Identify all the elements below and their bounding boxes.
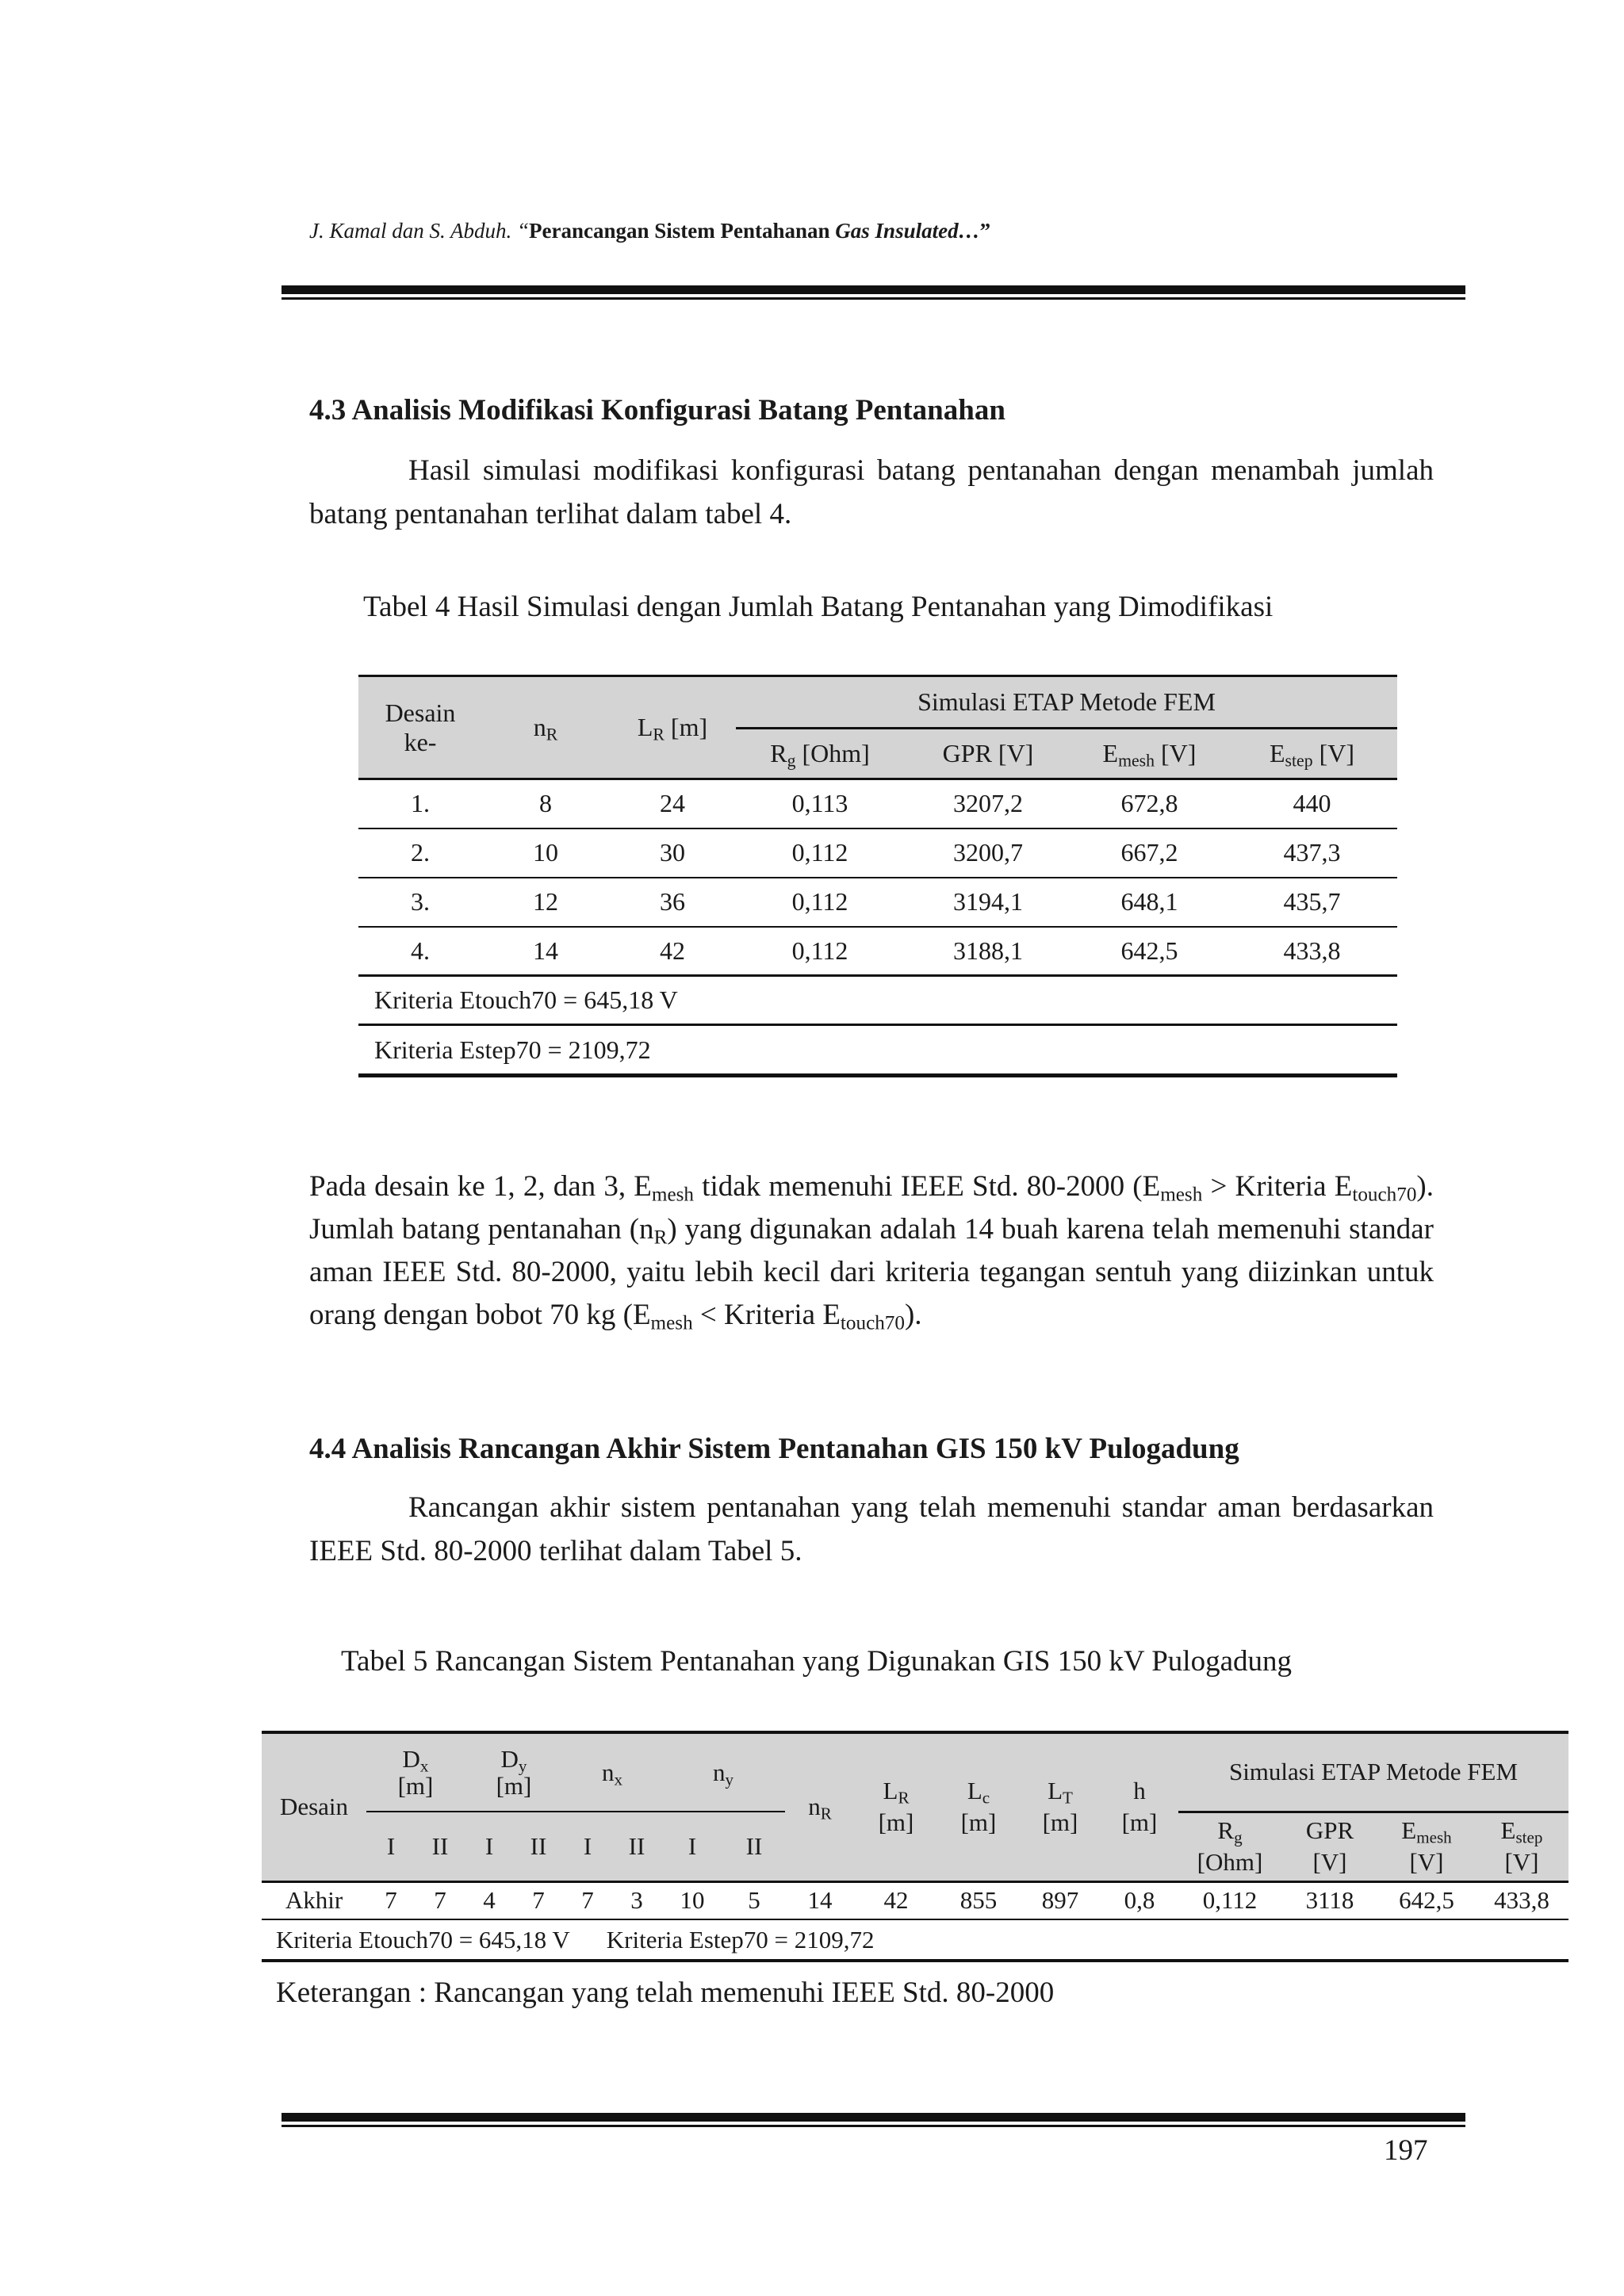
t5-header-rg: $R_g$ [Ohm] <box>1197 1816 1263 1876</box>
section-4-3-paragraph: Hasil simulasi modifikasi konfigurasi batang pentanahan dengan menambah jumlah batang pentanahan terlihat dalam tabel 4. <box>309 454 1434 530</box>
t5-header-lc: $L_c$ [m] <box>960 1777 997 1837</box>
t5-header-lr: $L_R$ [m] <box>878 1777 914 1837</box>
t5-header-nx: $n_x$ <box>601 1758 623 1789</box>
page-number: 197 <box>1384 2134 1428 2167</box>
section-4-4-paragraph: Rancangan akhir sistem pentanahan yang telah memenuhi standar aman berdasarkan IEEE Std. 80-2000 terlihat dalam Tabel 5. <box>309 1491 1434 1567</box>
t5-header-gpr: GPR [V] <box>1305 1816 1354 1876</box>
t5-header-h: h [m] <box>1121 1777 1158 1837</box>
table4-discussion-paragraph: Pada desain ke 1, 2, dan 3, $E_{mesh}$ tidak memenuhi IEEE Std. 80-2000 ($E_{mesh}$ > Kriteria $E_{touch70}$). Jumlah batang pentanahan $(n_R)$ yang digunakan adalah 14 buah karena telah memenuhi standar aman IEEE Std. 80-2000, yaitu lebih kecil dari kriteria tegangan sentuh yang diizinkan untuk orang dengan bobot 70 kg ($E_{mesh}$ < Kriteria $E_{touch70}$). <box>309 1170 1434 1334</box>
table4-caption: Tabel 4 Hasil Simulasi dengan Jumlah Batang Pentanahan yang Dimodifikasi <box>363 591 1274 623</box>
t5-header-ny: $n_y$ <box>712 1758 734 1789</box>
t5-header-dx: $D_x$ [m] <box>397 1744 434 1800</box>
table-row: 1. 8 24 0,113 3207,2 672,8 440 <box>358 779 1397 828</box>
running-head: J. Kamal dan S. Abduh. “Perancangan Sistem Pentahanan Gas Insulated…” <box>309 219 991 243</box>
table4 <box>358 675 1397 1077</box>
t5-header-group: Simulasi ETAP Metode FEM <box>1178 1732 1568 1812</box>
header-rule-thin <box>282 297 1465 300</box>
t4-header-group: Simulasi ETAP Metode FEM <box>736 676 1397 729</box>
t4-header-emesh: $E_{mesh}$ [V] <box>1072 729 1227 779</box>
t4-header-desain: Desain ke- <box>358 676 482 779</box>
table5: Desain $D_x$ [m] $D_y$ [m] $n_x$ $n_y$ $n_R$ $L_R$ [m] $L_c$ [m] $L_T$ [m] h [m] Simulasi ETAP Metode FEM I II I II I II I II $R_g$ [Ohm] GPR [V] $E_{mesh}$ [V] $E_{step}$ [V] Akhir 7 7 4 7 7 3 10 5 14 42 855 897 0,8 0,112 3118 642,5 433,8 Kriteria Etouch70 = 645,18 V Kriteria Estep70 = 2109,72 <box>262 1731 1568 1962</box>
t4-header-estep: $E_{step}$ [V] <box>1227 729 1397 779</box>
table-row: 2. 10 30 0,112 3200,7 667,2 437,3 <box>358 828 1397 878</box>
footer-rule-thin <box>282 2125 1465 2127</box>
t4-header-gpr: GPR [V] <box>904 729 1072 779</box>
t5-header-lt: $L_T$ [m] <box>1042 1777 1078 1837</box>
t4-kriteria-touch: Kriteria Etouch70 = 645,18 V <box>374 985 678 1014</box>
t4-header-nr: $n_R$ <box>482 676 609 779</box>
t4-kriteria-step: Kriteria Estep70 = 2109,72 <box>374 1035 651 1064</box>
t5-header-nr: $n_R$ <box>808 1793 832 1823</box>
table-row: Akhir 7 7 4 7 7 3 10 5 14 42 855 897 0,8 0,112 3118 642,5 433,8 <box>262 1881 1568 1919</box>
section-heading-4-3: 4.3 Analisis Modifikasi Konfigurasi Batang Pentanahan <box>309 394 1005 427</box>
t4-header-lr: $L_R$ [m] <box>609 676 736 779</box>
header-rule-thick <box>282 285 1465 294</box>
table5-keterangan: Keterangan : Rancangan yang telah memenuhi IEEE Std. 80-2000 <box>276 1976 1055 2009</box>
t5-header-emesh: $E_{mesh}$ [V] <box>1401 1816 1452 1876</box>
t5-header-desain: Desain <box>279 1793 349 1821</box>
t5-header-dy: $D_y$ [m] <box>496 1744 532 1800</box>
table-row: 4. 14 42 0,112 3188,1 642,5 433,8 <box>358 927 1397 976</box>
table5-caption: Tabel 5 Rancangan Sistem Pentanahan yang Digunakan GIS 150 kV Pulogadung <box>341 1645 1293 1678</box>
t5-kriteria: Kriteria Etouch70 = 645,18 V Kriteria Estep70 = 2109,72 <box>276 1925 875 1954</box>
t5-header-estep: $E_{step}$ [V] <box>1500 1816 1543 1876</box>
section-heading-4-4: 4.4 Analisis Rancangan Akhir Sistem Pentanahan GIS 150 kV Pulogadung <box>309 1433 1239 1465</box>
footer-rule-thick <box>282 2113 1465 2122</box>
table-row: 3. 12 36 0,112 3194,1 648,1 435,7 <box>358 878 1397 927</box>
t4-header-rg: $R_g$ [Ohm] <box>736 729 904 779</box>
